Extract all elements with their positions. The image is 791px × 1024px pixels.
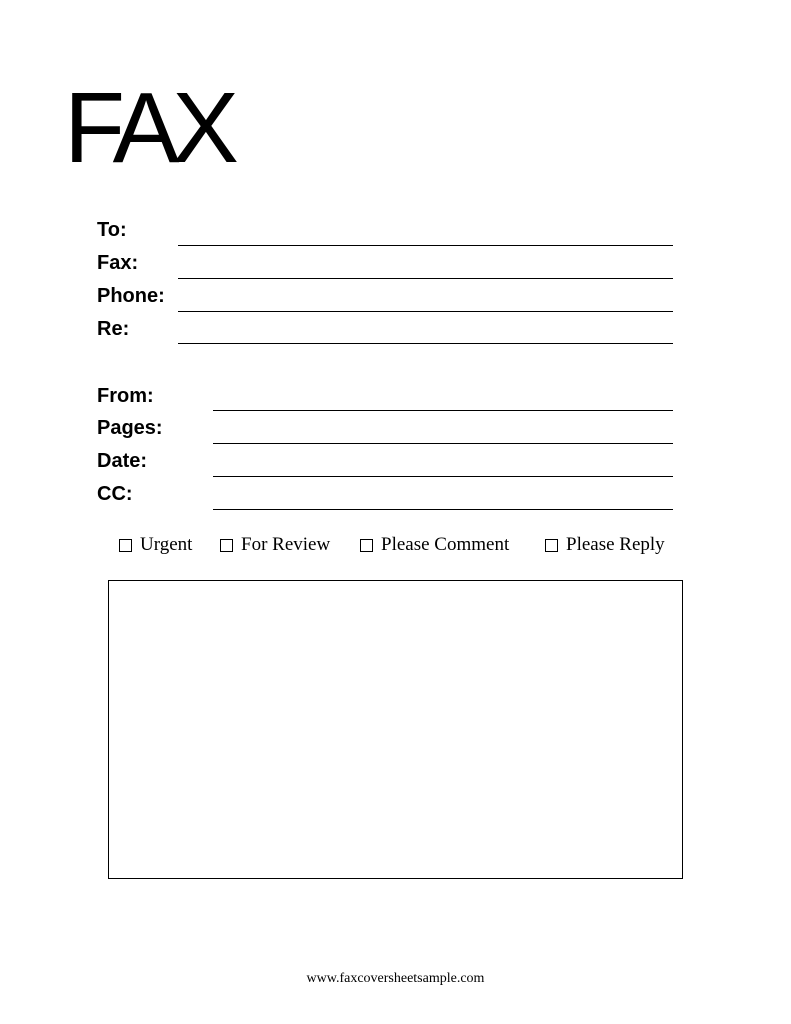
to-label: To:	[97, 219, 127, 241]
for-review-label: For Review	[241, 534, 331, 555]
pages-field[interactable]	[213, 443, 673, 444]
cc-label: CC:	[97, 483, 133, 505]
please-reply-checkbox[interactable]	[545, 539, 558, 552]
message-box[interactable]	[108, 580, 683, 879]
for-review-option[interactable]	[220, 533, 330, 557]
re-label: Re:	[97, 318, 130, 340]
fax-field[interactable]	[178, 278, 673, 279]
footer-website: www.faxcoversheetsample.com	[306, 971, 485, 986]
pages-label: Pages:	[97, 417, 163, 439]
fax-title: FAX	[64, 72, 232, 184]
date-field[interactable]	[213, 476, 673, 477]
for-review-checkbox[interactable]	[220, 539, 233, 552]
urgent-label: Urgent	[140, 534, 193, 555]
please-comment-checkbox[interactable]	[360, 539, 373, 552]
to-field[interactable]	[178, 245, 673, 246]
phone-label: Phone:	[97, 285, 165, 307]
date-label: Date:	[97, 450, 148, 472]
fax-label: Fax:	[97, 252, 139, 274]
please-reply-option[interactable]	[545, 533, 665, 557]
from-field[interactable]	[213, 410, 673, 411]
from-label: From:	[97, 385, 154, 407]
cc-field[interactable]	[213, 509, 673, 510]
checkbox-row	[0, 533, 791, 557]
please-comment-label: Please Comment	[381, 534, 510, 555]
phone-field[interactable]	[178, 311, 673, 312]
please-reply-label: Please Reply	[566, 534, 665, 555]
please-comment-option[interactable]	[360, 533, 509, 557]
re-field[interactable]	[178, 343, 673, 344]
urgent-checkbox[interactable]	[119, 539, 132, 552]
urgent-option[interactable]	[119, 533, 192, 557]
